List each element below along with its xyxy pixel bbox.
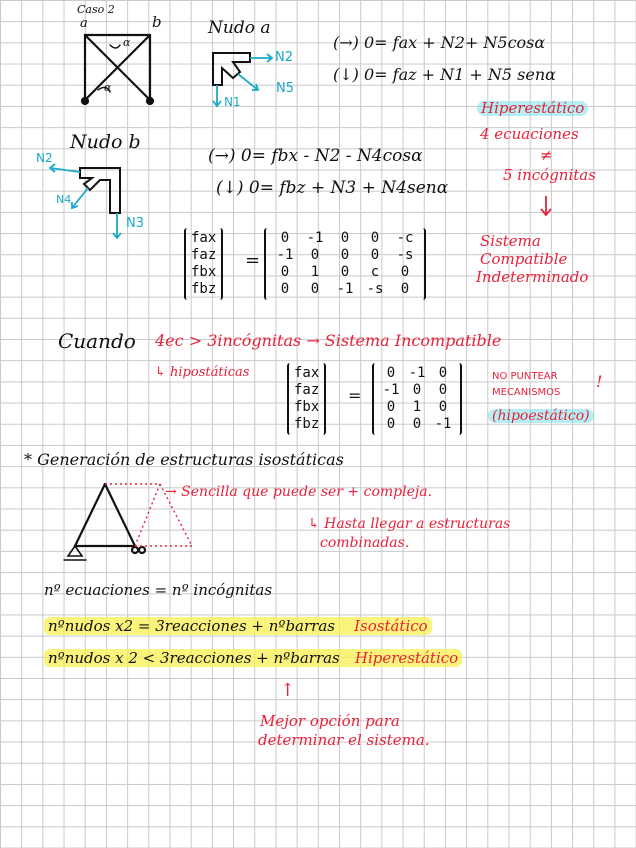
equations-equal-unknowns: nº ecuaciones = nº incógnitas [44, 581, 273, 599]
matrix-cell: -c [396, 230, 414, 246]
not-equal-sign: ≠ [540, 146, 553, 164]
matrix-cell: 0 [438, 365, 448, 381]
matrix-cell: -1 [408, 365, 426, 381]
nudo-a-eq1: (→) 0= fax + N2+ N5cosα [333, 33, 546, 52]
nudo-b-eq2: (↓) 0= fbz + N3 + N4senα [216, 178, 449, 198]
truss-frame-sketch [82, 35, 153, 104]
matrix-cell: 0 [280, 281, 290, 297]
matrix-cell: 0 [438, 399, 448, 415]
matrix-row [378, 382, 456, 399]
cuando-condition: 4ec > 3incógnitas → Sistema Incompatible [155, 331, 502, 350]
matrix-row [270, 247, 420, 264]
nudo-a-title: Nudo a [208, 18, 271, 38]
vector-entry: faz [191, 247, 217, 263]
force-n2-a: N2 [275, 50, 293, 65]
equals-sign-2: = [348, 386, 362, 405]
angle-top-label: α [123, 36, 131, 49]
matrix-cell: 0 [386, 416, 396, 432]
matrix-cell: 0 [370, 230, 380, 246]
best-option-2: determinar el sistema. [258, 731, 430, 749]
matrix-cell: 0 [386, 399, 396, 415]
isostatic-label: Isostático [354, 617, 428, 635]
warning-mark-icon: ! [596, 372, 603, 391]
vector-entry: fbz [191, 281, 217, 297]
matrix-cell: -s [396, 247, 414, 263]
node-b-label: b [152, 13, 162, 31]
matrix-cell: 0 [340, 247, 350, 263]
matrix-row [378, 416, 456, 433]
hyperstatic-formula: nºnudos x 2 < 3reacciones + nºbarras [48, 649, 340, 667]
force-n1-a: N1 [224, 95, 241, 109]
hypostatic-label: (hipoestático) [488, 409, 594, 423]
unknown-count: 5 incógnitas [503, 166, 596, 184]
matrix-cell: -1 [434, 416, 452, 432]
force-n5-a: N5 [276, 81, 294, 96]
isostatic-formula: nºnudos x2 = 3reacciones + nºbarras [48, 617, 335, 635]
vector-entry: fax [294, 365, 320, 381]
force-n4-b: N4 [56, 193, 72, 206]
vector-entry: fax [191, 230, 217, 246]
matrix-row [270, 230, 420, 247]
isostatic-rule [44, 617, 432, 635]
coefficient-matrix-1 [264, 228, 426, 300]
cuando-word: Cuando [58, 329, 136, 353]
mech-note-1: NO PUNTEAR [492, 371, 558, 382]
matrix-cell: 0 [310, 247, 320, 263]
matrix-cell: 0 [438, 382, 448, 398]
hyperstatic-label: Hiperestático [477, 101, 588, 116]
matrix-row [378, 365, 456, 382]
matrix-cell: 0 [400, 264, 410, 280]
until-note-2: combinadas. [320, 535, 410, 551]
until-note-1: ↳ Hasta llegar a estructuras [308, 516, 511, 532]
nudo-b-title: Nudo b [70, 131, 141, 153]
matrix-cell: 1 [412, 399, 422, 415]
down-arrow-icon [541, 196, 551, 215]
equation-count: 4 ecuaciones [480, 125, 579, 143]
best-option-1: Mejor opción para [260, 712, 400, 730]
matrix-cell: 0 [412, 382, 422, 398]
matrix-row [270, 264, 420, 281]
matrix-cell: 0 [370, 247, 380, 263]
hyperstatic-rule-label: Hiperestático [354, 649, 459, 667]
up-arrow-icon: ↑ [280, 680, 296, 701]
case-title: Caso 2 [77, 3, 115, 16]
matrix-cell: -1 [306, 230, 324, 246]
matrix-cell: c [370, 264, 380, 280]
force-vector-2 [287, 363, 326, 435]
vector-entry: faz [294, 382, 320, 398]
matrix-cell: 0 [280, 264, 290, 280]
vector-entry: fbx [294, 399, 320, 415]
hyperstatic-rule [44, 649, 462, 667]
matrix-cell: -1 [276, 247, 294, 263]
vector-entry: fbz [294, 416, 320, 432]
system-note-2: Compatible [480, 250, 568, 268]
matrix-cell: 0 [280, 230, 290, 246]
system-note-1: Sistema [480, 232, 541, 250]
matrix-cell: 1 [310, 264, 320, 280]
matrix-cell: 0 [412, 416, 422, 432]
force-n3-b: N3 [126, 216, 144, 231]
vector-entry: fbx [191, 264, 217, 280]
node-a-label: a [80, 16, 88, 31]
matrix-cell: -1 [382, 382, 400, 398]
simple-note: → Sencilla que puede ser + compleja. [165, 484, 433, 500]
matrix-cell: -s [366, 281, 384, 297]
force-n2-b: N2 [36, 151, 53, 165]
angle-bottom-label: α [104, 81, 112, 94]
coefficient-matrix-2 [372, 363, 462, 435]
nudo-b-eq1: (→) 0= fbx - N2 - N4cosα [208, 146, 423, 166]
matrix-cell: -1 [336, 281, 354, 297]
generation-title: * Generación de estructuras isostáticas [24, 450, 344, 469]
matrix-cell: 0 [310, 281, 320, 297]
matrix-cell: 0 [340, 230, 350, 246]
hypostatic-note: ↳ hipostáticas [155, 365, 250, 380]
equals-sign: = [245, 250, 261, 271]
force-vector-1 [184, 228, 223, 300]
matrix-row [378, 399, 456, 416]
matrix-row [270, 281, 420, 298]
mech-note-2: MECANISMOS [492, 387, 561, 398]
matrix-cell: 0 [340, 264, 350, 280]
system-note-3: Indeterminado [476, 268, 589, 286]
triangle-truss-sketch [64, 484, 145, 560]
nudo-a-eq2: (↓) 0= faz + N1 + N5 senα [333, 65, 556, 84]
matrix-cell: 0 [386, 365, 396, 381]
matrix-cell: 0 [400, 281, 410, 297]
